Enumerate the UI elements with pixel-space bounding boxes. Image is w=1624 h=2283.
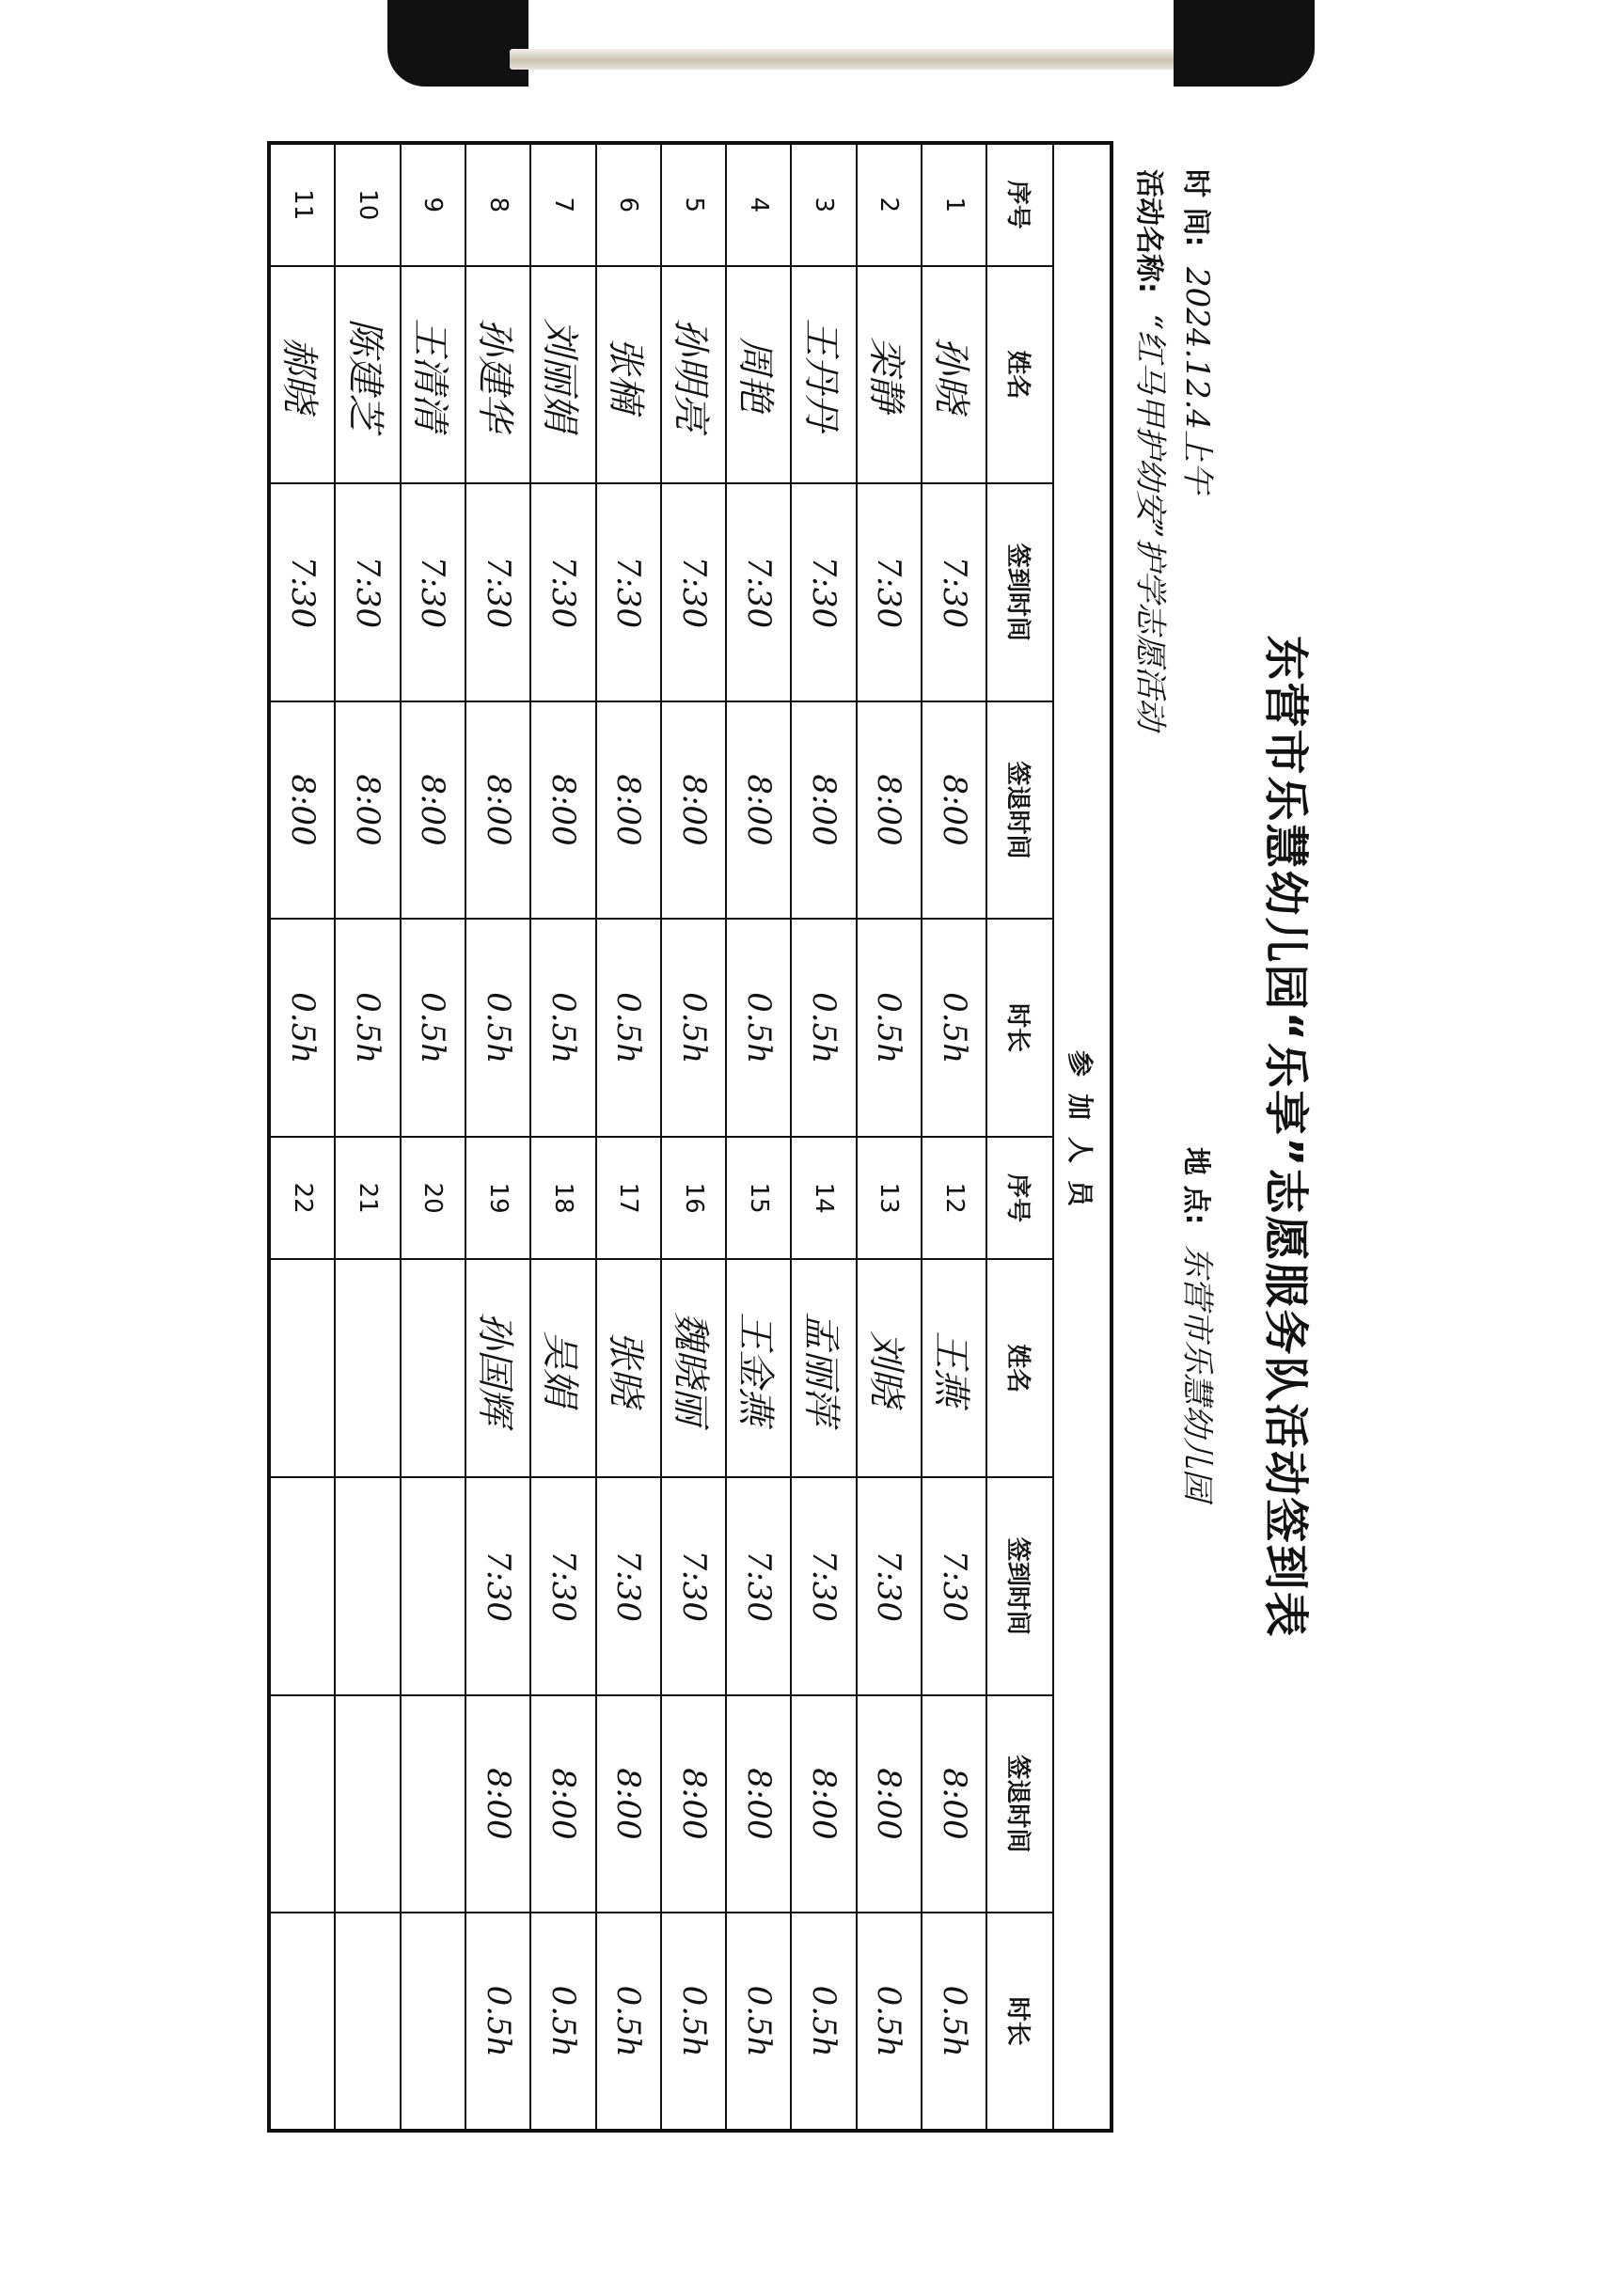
place-value: 东营市乐慧幼儿园	[1178, 1245, 1216, 1501]
cell-name-right	[336, 1259, 401, 1477]
sheet-meta	[1127, 169, 1221, 2106]
attendance-table	[267, 141, 1113, 2133]
cell-name-left: 孙建华	[465, 266, 530, 484]
cell-sign-out-left: 8:00	[596, 701, 661, 920]
cell-name-right: 王金燕	[726, 1259, 791, 1477]
column-header-name-right: 姓名	[986, 1259, 1052, 1477]
cell-sign-in-left: 7:30	[269, 483, 336, 701]
binder-clip-left-jaw	[387, 0, 528, 87]
cell-name-right: 魏晓丽	[661, 1259, 726, 1477]
column-header-sign-out-time-left: 签退时间	[986, 701, 1052, 920]
cell-sign-out-right: 8:00	[726, 1695, 791, 1913]
cell-name-right	[269, 1259, 336, 1477]
cell-name-right: 孙国辉	[465, 1259, 530, 1477]
cell-sign-in-right	[401, 1477, 465, 1695]
meta-row-activity	[1127, 169, 1174, 2106]
cell-duration-left: 0.5h	[661, 919, 726, 1137]
section-row	[1053, 143, 1112, 2131]
cell-seq-right: 22	[269, 1137, 336, 1260]
column-header-no-right: 序号	[986, 1137, 1052, 1260]
cell-sign-out-right: 8:00	[791, 1695, 856, 1913]
table-row	[596, 143, 661, 2131]
column-header-duration-left: 时长	[986, 919, 1052, 1137]
column-header-sign-out-time-right: 签退时间	[986, 1695, 1052, 1913]
cell-name-right: 刘晓	[857, 1259, 922, 1477]
cell-duration-right: 0.5h	[530, 1913, 595, 2131]
cell-name-left: 孙晓	[922, 266, 986, 484]
cell-seq-left: 8	[465, 143, 530, 266]
cell-sign-out-right: 8:00	[922, 1695, 986, 1913]
cell-duration-left: 0.5h	[726, 919, 791, 1137]
cell-sign-out-left: 8:00	[726, 701, 791, 920]
cell-seq-right: 15	[726, 1137, 791, 1260]
cell-seq-right: 14	[791, 1137, 856, 1260]
cell-seq-left: 1	[922, 143, 986, 266]
cell-seq-right: 20	[401, 1137, 465, 1260]
cell-sign-out-right: 8:00	[857, 1695, 922, 1913]
binder-clip-bar	[510, 49, 1192, 70]
attendance-rows	[269, 143, 986, 2131]
cell-seq-right: 12	[922, 1137, 986, 1260]
cell-seq-right: 13	[857, 1137, 922, 1260]
cell-sign-in-right: 7:30	[661, 1477, 726, 1695]
cell-duration-right: 0.5h	[465, 1913, 530, 2131]
cell-seq-right: 19	[465, 1137, 530, 1260]
cell-seq-right: 18	[530, 1137, 595, 1260]
cell-seq-right: 17	[596, 1137, 661, 1260]
meta-row-time-place	[1174, 169, 1221, 2106]
cell-duration-right	[401, 1913, 465, 2131]
cell-sign-out-right: 8:00	[465, 1695, 530, 1913]
cell-sign-in-left: 7:30	[857, 483, 922, 701]
place-label: 地 点:	[1179, 1147, 1212, 1225]
binder-clip-right-jaw	[1174, 0, 1315, 87]
header-row	[986, 143, 1052, 2131]
cell-sign-in-left: 7:30	[922, 483, 986, 701]
cell-duration-right: 0.5h	[791, 1913, 856, 2131]
cell-duration-left: 0.5h	[269, 919, 336, 1137]
cell-sign-out-left: 8:00	[336, 701, 401, 920]
table-row	[336, 143, 401, 2131]
cell-duration-left: 0.5h	[596, 919, 661, 1137]
cell-duration-right: 0.5h	[857, 1913, 922, 2131]
cell-sign-in-right: 7:30	[530, 1477, 595, 1695]
cell-duration-left: 0.5h	[465, 919, 530, 1137]
cell-seq-left: 4	[726, 143, 791, 266]
binder-clip	[387, 0, 1315, 87]
table-row	[922, 143, 986, 2131]
cell-seq-left: 9	[401, 143, 465, 266]
cell-sign-in-left: 7:30	[401, 483, 465, 701]
cell-name-left: 孙明亮	[661, 266, 726, 484]
column-header-duration-right: 时长	[986, 1913, 1052, 2131]
cell-duration-left: 0.5h	[791, 919, 856, 1137]
cell-sign-out-right	[401, 1695, 465, 1913]
cell-duration-right: 0.5h	[661, 1913, 726, 2131]
cell-sign-out-left: 8:00	[269, 701, 336, 920]
cell-seq-right: 21	[336, 1137, 401, 1260]
time-value: 2024.12.4上午	[1178, 267, 1216, 495]
cell-sign-in-right: 7:30	[726, 1477, 791, 1695]
cell-name-left: 周艳	[726, 266, 791, 484]
cell-sign-in-right: 7:30	[857, 1477, 922, 1695]
cell-sign-out-right: 8:00	[661, 1695, 726, 1913]
column-header-name-left: 姓名	[986, 266, 1052, 484]
cell-name-right: 王燕	[922, 1259, 986, 1477]
sheet-title: 东营市乐慧幼儿园“乐享”志愿服务队活动签到表	[1259, 635, 1312, 1639]
table-row	[791, 143, 856, 2131]
cell-duration-right	[269, 1913, 336, 2131]
cell-sign-in-left: 7:30	[661, 483, 726, 701]
activity-label: 活动名称:	[1132, 169, 1165, 293]
cell-name-left: 王清清	[401, 266, 465, 484]
cell-name-right: 吴娟	[530, 1259, 595, 1477]
cell-name-left: 张楠	[596, 266, 661, 484]
cell-name-right: 张晓	[596, 1259, 661, 1477]
cell-name-left: 栾静	[857, 266, 922, 484]
cell-duration-left: 0.5h	[336, 919, 401, 1137]
cell-sign-out-left: 8:00	[857, 701, 922, 920]
cell-sign-out-right	[336, 1695, 401, 1913]
cell-sign-out-right: 8:00	[596, 1695, 661, 1913]
cell-name-right	[401, 1259, 465, 1477]
cell-sign-out-left: 8:00	[465, 701, 530, 920]
cell-seq-left: 2	[857, 143, 922, 266]
cell-sign-out-left: 8:00	[791, 701, 856, 920]
table-row	[661, 143, 726, 2131]
cell-sign-in-left: 7:30	[596, 483, 661, 701]
place-block	[1172, 1147, 1221, 1501]
cell-sign-out-left: 8:00	[661, 701, 726, 920]
cell-duration-left: 0.5h	[857, 919, 922, 1137]
column-header-no-left: 序号	[986, 143, 1052, 266]
activity-value: “红马甲护幼安”护学志愿活动	[1131, 313, 1169, 731]
cell-sign-in-right	[269, 1477, 336, 1695]
table-row	[465, 143, 530, 2131]
cell-sign-in-right	[336, 1477, 401, 1695]
cell-sign-in-left: 7:30	[465, 483, 530, 701]
cell-duration-right: 0.5h	[922, 1913, 986, 2131]
cell-name-left: 陈建芝	[336, 266, 401, 484]
cell-sign-in-left: 7:30	[530, 483, 595, 701]
cell-seq-left: 7	[530, 143, 595, 266]
cell-duration-right	[336, 1913, 401, 2131]
cell-seq-right: 16	[661, 1137, 726, 1260]
section-label: 参加人员	[1053, 143, 1112, 2131]
cell-duration-left: 0.5h	[530, 919, 595, 1137]
cell-sign-in-left: 7:30	[336, 483, 401, 701]
cell-name-left: 王丹丹	[791, 266, 856, 484]
cell-sign-out-right	[269, 1695, 336, 1913]
cell-seq-left: 11	[269, 143, 336, 266]
table-row	[401, 143, 465, 2131]
column-header-sign-in-time-right: 签到时间	[986, 1477, 1052, 1695]
cell-sign-in-right: 7:30	[596, 1477, 661, 1695]
cell-seq-left: 10	[336, 143, 401, 266]
cell-seq-left: 5	[661, 143, 726, 266]
table-row	[726, 143, 791, 2131]
cell-sign-in-right: 7:30	[791, 1477, 856, 1695]
cell-seq-left: 3	[791, 143, 856, 266]
cell-duration-left: 0.5h	[401, 919, 465, 1137]
cell-name-right: 孟丽萍	[791, 1259, 856, 1477]
cell-duration-left: 0.5h	[922, 919, 986, 1137]
cell-sign-out-left: 8:00	[922, 701, 986, 920]
cell-sign-out-left: 8:00	[530, 701, 595, 920]
table-row	[857, 143, 922, 2131]
table-row	[530, 143, 595, 2131]
cell-name-left: 郝晓	[269, 266, 336, 484]
cell-sign-out-right: 8:00	[530, 1695, 595, 1913]
cell-sign-in-right: 7:30	[465, 1477, 530, 1695]
time-label: 时 间:	[1179, 169, 1212, 247]
cell-duration-right: 0.5h	[596, 1913, 661, 2131]
cell-duration-right: 0.5h	[726, 1913, 791, 2131]
cell-sign-in-left: 7:30	[726, 483, 791, 701]
column-header-sign-in-time-left: 签到时间	[986, 483, 1052, 701]
cell-sign-in-left: 7:30	[791, 483, 856, 701]
cell-seq-left: 6	[596, 143, 661, 266]
cell-sign-out-left: 8:00	[401, 701, 465, 920]
cell-name-left: 刘丽娟	[530, 266, 595, 484]
table-row	[269, 143, 336, 2131]
cell-sign-in-right: 7:30	[922, 1477, 986, 1695]
sign-in-sheet	[252, 141, 1330, 2133]
